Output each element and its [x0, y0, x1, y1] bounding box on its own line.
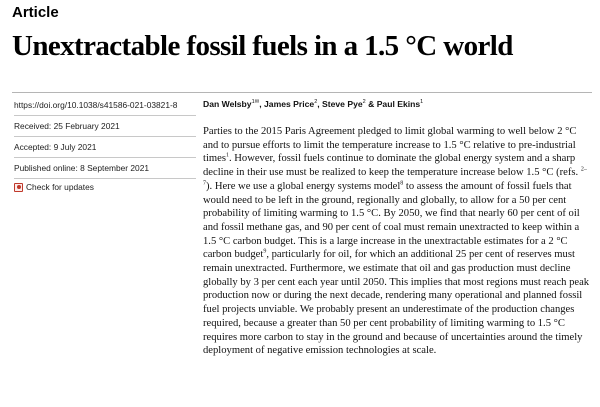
- received-date: Received: 25 February 2021: [14, 119, 196, 137]
- abstract-text: ). Here we use a global energy systems model: [206, 180, 401, 192]
- author-name[interactable]: Dan Welsby: [203, 99, 252, 109]
- author-list: [203, 99, 593, 109]
- author-name[interactable]: Steve Pye: [322, 99, 363, 109]
- author-affiliation: 1✉: [251, 99, 260, 106]
- article-metadata: [14, 98, 196, 192]
- article-type: Article: [12, 4, 59, 21]
- check-updates-icon: [14, 183, 23, 192]
- citation-reference[interactable]: 2–7: [203, 166, 587, 187]
- author-separator: &: [365, 99, 377, 109]
- author-affiliation: 2: [314, 99, 318, 106]
- accepted-date: Accepted: 9 July 2021: [14, 140, 196, 158]
- author-name[interactable]: James Price: [264, 99, 315, 109]
- header-divider: [12, 92, 592, 93]
- check-updates-label: Check for updates: [26, 182, 94, 192]
- citation-reference[interactable]: 1: [225, 152, 229, 159]
- author-affiliation: 1: [420, 99, 424, 106]
- abstract-text: , particularly for oil, for which an additional 25 per cent of reserves must remain unextracted. Furthermore, we estimate that oil and gas production must decline globally by 3 per cent each year until 2050. This implies that most regions must reach peak production now or during the next decade, rendering many operational and planned fossil fuel projects unviable. We probably present an underestimate of the production changes required, because a greater than 50 per cent probability of limiting warming to 1.5 °C requires more carbon to stay in the ground and because of uncertainties around the timely deployment of negative emission technologies at scale.: [203, 249, 590, 357]
- abstract-text: . However, fossil fuels continue to dominate the global energy system and a sharp decline in their use must be realized to keep the temperature increase below 1.5 °C (refs.: [203, 153, 581, 179]
- author-name[interactable]: Paul Ekins: [376, 99, 421, 109]
- article-title: Unextractable fossil fuels in a 1.5 °C world: [12, 30, 513, 62]
- published-date: Published online: 8 September 2021: [14, 161, 196, 179]
- doi-link[interactable]: https://doi.org/10.1038/s41586-021-03821-8: [14, 98, 196, 116]
- citation-reference[interactable]: 9: [263, 248, 267, 255]
- author-separator: ,: [317, 99, 323, 109]
- check-for-updates-button[interactable]: [14, 182, 196, 192]
- author-affiliation: 2: [362, 99, 366, 106]
- abstract-text: Parties to the 2015 Paris Agreement pledged to limit global warming to well below 2 °C and to pursue efforts to limit the temperature increase to 1.5 °C relative to pre-industrial times: [203, 126, 577, 165]
- abstract-text: to assess the amount of fossil fuels that would need to be left in the ground, regionally and globally, to allow for a 50 per cent probability of limiting warming to 1.5 °C. By 2050, we find that nearly 60 per cent of oil and fossil methane gas, and 90 per cent of coal must remain unextracted to keep within a 1.5 °C carbon budget. This is a large increase in the unextractable estimates for a 2 °C carbon budget: [203, 180, 580, 261]
- abstract: [203, 125, 593, 358]
- citation-reference[interactable]: 8: [400, 180, 404, 187]
- author-separator: ,: [259, 99, 265, 109]
